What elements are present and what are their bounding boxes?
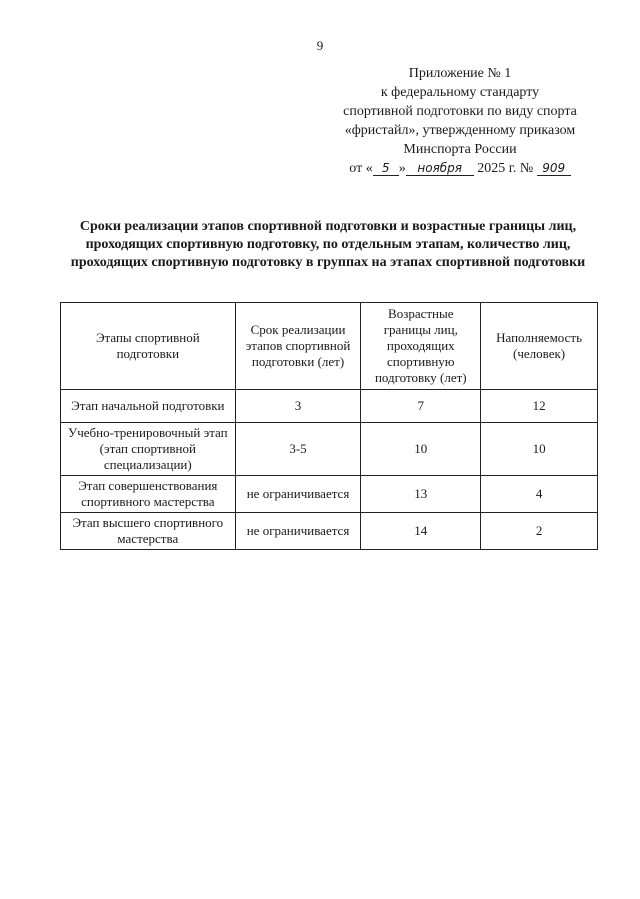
stage-cell: Этап совершенствования спортивного мастерства <box>61 476 236 513</box>
occupancy-cell: 12 <box>481 390 598 423</box>
stage-cell: Этап начальной подготовки <box>61 390 236 423</box>
header-cell: Возрастные границы лиц, проходящих спортивную подготовку (лет) <box>361 303 481 390</box>
order-date-line <box>310 159 610 178</box>
age-cell: 14 <box>361 513 481 550</box>
age-cell: 7 <box>361 390 481 423</box>
appendix-line: спортивной подготовки по виду спорта <box>343 104 577 119</box>
table-row <box>61 423 598 476</box>
order-prefix: от « <box>349 161 373 176</box>
header-cell: Наполняемость (человек) <box>481 303 598 390</box>
table-row <box>61 390 598 423</box>
header-cell: Срок реализации этапов спортивной подготовки (лет) <box>235 303 361 390</box>
duration-cell: 3-5 <box>235 423 361 476</box>
document-title: Сроки реализации этапов спортивной подготовки и возрастные границы лиц, проходящих спортивную подготовку, по отдельным этапам, количество лиц, проходящих спортивную подготовку в группах на этапах спортивной подготовки <box>70 219 586 270</box>
table-row <box>61 513 598 550</box>
order-number: 909 <box>537 161 571 176</box>
duration-cell: 3 <box>235 390 361 423</box>
header-cell: Этапы спортивной подготовки <box>61 303 236 390</box>
appendix-line: Минспорта России <box>403 142 517 157</box>
table-header-row <box>61 303 598 390</box>
table-row <box>61 476 598 513</box>
stage-cell: Учебно-тренировочный этап (этап спортивной специализации) <box>61 423 236 476</box>
order-month: ноября <box>406 161 474 176</box>
order-quote-close: » <box>398 161 406 176</box>
duration-cell: не ограничивается <box>235 513 361 550</box>
stages-table <box>60 302 598 550</box>
occupancy-cell: 10 <box>481 423 598 476</box>
appendix-block <box>310 64 610 178</box>
appendix-line: к федеральному стандарту <box>380 85 540 100</box>
duration-cell: не ограничивается <box>235 476 361 513</box>
order-day: 5 <box>373 161 399 176</box>
stage-cell: Этап высшего спортивного мастерства <box>61 513 236 550</box>
age-cell: 13 <box>361 476 481 513</box>
occupancy-cell: 2 <box>481 513 598 550</box>
appendix-line: Приложение № 1 <box>408 66 512 81</box>
age-cell: 10 <box>361 423 481 476</box>
order-year: 2025 г. № <box>477 161 534 176</box>
page-number: 9 <box>316 38 324 53</box>
occupancy-cell: 4 <box>481 476 598 513</box>
appendix-line: «фристайл», утвержденному приказом <box>344 123 576 138</box>
